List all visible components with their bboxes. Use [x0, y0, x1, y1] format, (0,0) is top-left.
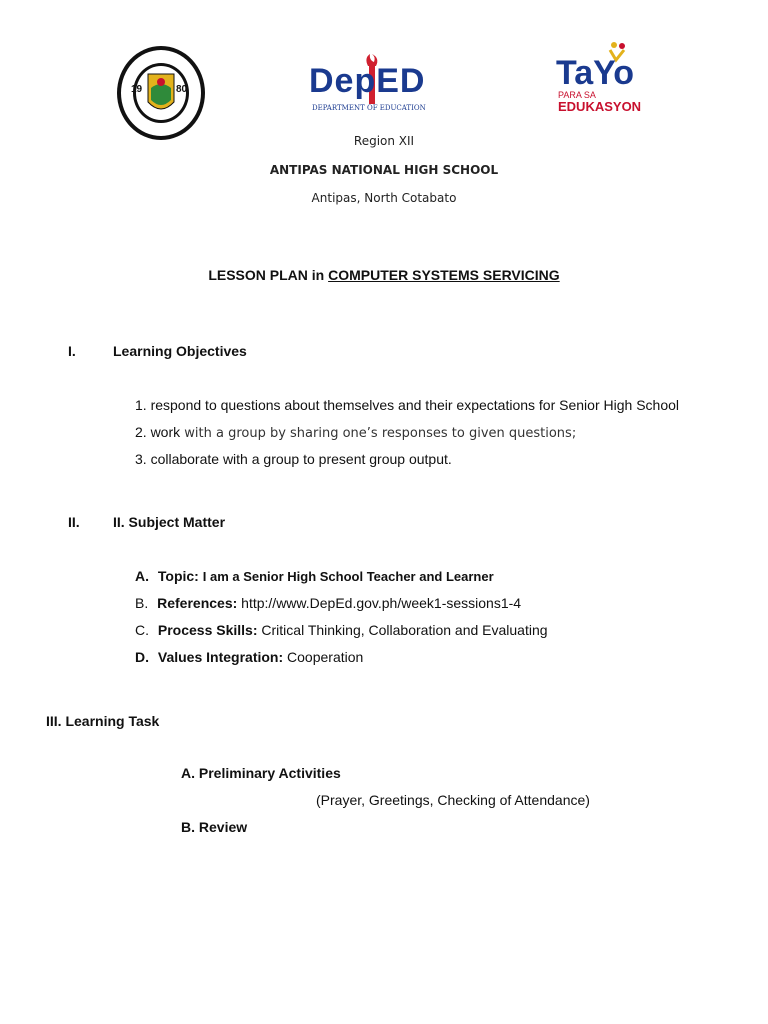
school-seal-icon — [116, 44, 206, 142]
item-d-label: Values Integration: — [157, 649, 284, 665]
school-location: Antipas, North Cotabato — [311, 191, 457, 205]
subject-item-d — [135, 649, 363, 665]
title-prefix: LESSON PLAN in — [208, 267, 329, 283]
tayo-line1: PARA SA — [558, 90, 596, 100]
section-3-heading: III. Learning Task — [46, 713, 160, 729]
item-c-value: Critical Thinking, Collaboration and Evaluating — [257, 622, 548, 638]
objective-2-rest: with a group by sharing one’s responses to given questions; — [180, 426, 577, 441]
section-1-numeral: I. — [68, 343, 76, 359]
objective-2 — [135, 424, 576, 442]
deped-wordmark: DepED — [309, 62, 426, 100]
school-name: ANTIPAS NATIONAL HIGH SCHOOL — [269, 163, 499, 177]
deped-subtitle: DEPARTMENT OF EDUCATION — [312, 104, 426, 112]
tayo-line2: EDUKASYON — [558, 99, 642, 114]
item-a-value: I am a Senior High School Teacher and Learner — [202, 569, 494, 584]
item-a-marker: A. — [135, 568, 149, 584]
section-2-numeral: II. — [68, 514, 80, 530]
item-c-marker: C. — [135, 622, 149, 638]
objective-2-start: 2. work — [135, 424, 181, 440]
section-1-heading: Learning Objectives — [113, 343, 247, 359]
subject-item-c — [135, 622, 548, 638]
preliminary-activities: A. Preliminary Activities — [181, 765, 341, 781]
preliminary-detail: (Prayer, Greetings, Checking of Attendance) — [316, 792, 590, 808]
section-2-heading: II. Subject Matter — [113, 514, 226, 530]
item-b-marker: B. — [135, 595, 149, 611]
review-heading: B. Review — [181, 819, 248, 835]
subject-item-a — [135, 568, 494, 584]
item-a-label: Topic: — [157, 568, 203, 584]
seal-year-right: 80 — [176, 84, 188, 95]
tayo-wordmark: TaYo — [556, 54, 635, 92]
title-subject: COMPUTER SYSTEMS SERVICING — [328, 267, 560, 283]
item-d-value: Cooperation — [283, 649, 364, 665]
region-text: Region XII — [353, 134, 415, 148]
item-d-marker: D. — [135, 649, 149, 665]
seal-year-left: 19 — [131, 84, 143, 95]
item-b-value: http://www.DepEd.gov.ph/week1-sessions1-4 — [237, 595, 522, 611]
item-b-label: References: — [157, 595, 238, 611]
page-title — [0, 267, 768, 283]
objective-3: 3. collaborate with a group to present group output. — [135, 451, 452, 467]
item-c-label: Process Skills: — [157, 622, 258, 638]
objective-1: 1. respond to questions about themselves and their expectations for Senior High School — [135, 397, 679, 413]
subject-item-b — [135, 595, 521, 611]
